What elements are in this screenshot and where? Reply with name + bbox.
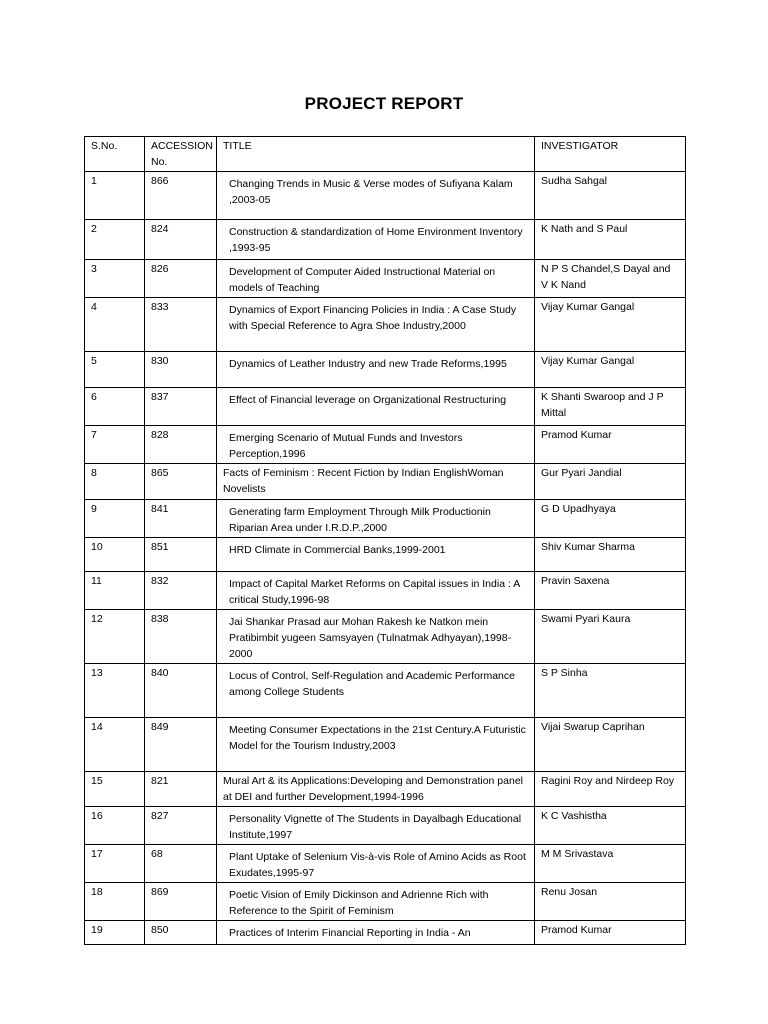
cell-sno: 19 (85, 921, 145, 945)
cell-title: Poetic Vision of Emily Dickinson and Adrienne Rich with Reference to the Spirit of Feminism (217, 883, 535, 921)
cell-accession: 830 (145, 352, 217, 388)
cell-sno: 3 (85, 260, 145, 298)
cell-investigator: M M Srivastava (535, 845, 686, 883)
cell-title: Generating farm Employment Through Milk Productionin Riparian Area under I.R.D.P.,2000 (217, 500, 535, 538)
cell-investigator: Pravin Saxena (535, 572, 686, 610)
cell-investigator: Pramod Kumar (535, 921, 686, 945)
cell-title: Emerging Scenario of Mutual Funds and Investors Perception,1996 (217, 426, 535, 464)
table-row (85, 664, 686, 718)
cell-sno: 10 (85, 538, 145, 572)
page-title: PROJECT REPORT (304, 94, 464, 113)
table-row (85, 921, 686, 945)
cell-investigator: Vijai Swarup Caprihan (535, 718, 686, 772)
cell-accession: 840 (145, 664, 217, 718)
header-title: TITLE (217, 137, 535, 172)
cell-accession: 832 (145, 572, 217, 610)
table-row (85, 172, 686, 220)
table-body (85, 172, 686, 945)
cell-accession: 833 (145, 298, 217, 352)
cell-sno: 9 (85, 500, 145, 538)
cell-investigator: K C Vashistha (535, 807, 686, 845)
table-row (85, 538, 686, 572)
table-row (85, 772, 686, 807)
cell-title: Jai Shankar Prasad aur Mohan Rakesh ke Natkon mein Pratibimbit yugeen Samsyayen (Tulnatmak Adhyayan),1998-2000 (217, 610, 535, 664)
table-row (85, 220, 686, 260)
cell-investigator: G D Upadhyaya (535, 500, 686, 538)
cell-accession: 849 (145, 718, 217, 772)
cell-accession: 869 (145, 883, 217, 921)
cell-accession: 826 (145, 260, 217, 298)
cell-accession: 824 (145, 220, 217, 260)
cell-investigator: S P Sinha (535, 664, 686, 718)
cell-investigator: Shiv Kumar Sharma (535, 538, 686, 572)
cell-accession: 841 (145, 500, 217, 538)
cell-investigator: Ragini Roy and Nirdeep Roy (535, 772, 686, 807)
table-row (85, 572, 686, 610)
cell-investigator: Renu Josan (535, 883, 686, 921)
table-row (85, 352, 686, 388)
cell-title: Locus of Control, Self-Regulation and Academic Performance among College Students (217, 664, 535, 718)
cell-title: Impact of Capital Market Reforms on Capital issues in India : A critical Study,1996-98 (217, 572, 535, 610)
cell-sno: 15 (85, 772, 145, 807)
cell-title: Personality Vignette of The Students in Dayalbagh Educational Institute,1997 (217, 807, 535, 845)
cell-sno: 12 (85, 610, 145, 664)
cell-sno: 11 (85, 572, 145, 610)
cell-title: Meeting Consumer Expectations in the 21st Century.A Futuristic Model for the Tourism Industry,2003 (217, 718, 535, 772)
cell-title: Construction & standardization of Home Environment Inventory ,1993-95 (217, 220, 535, 260)
header-investigator: INVESTIGATOR (535, 137, 686, 172)
cell-sno: 17 (85, 845, 145, 883)
cell-investigator: N P S Chandel,S Dayal and V K Nand (535, 260, 686, 298)
cell-investigator: Gur Pyari Jandial (535, 464, 686, 500)
cell-accession: 838 (145, 610, 217, 664)
cell-accession: 837 (145, 388, 217, 426)
cell-sno: 13 (85, 664, 145, 718)
table-row (85, 718, 686, 772)
cell-accession: 850 (145, 921, 217, 945)
cell-investigator: Swami Pyari Kaura (535, 610, 686, 664)
cell-sno: 18 (85, 883, 145, 921)
cell-sno: 14 (85, 718, 145, 772)
cell-accession: 866 (145, 172, 217, 220)
table-row (85, 298, 686, 352)
header-sno: S.No. (85, 137, 145, 172)
table-row (85, 883, 686, 921)
cell-sno: 5 (85, 352, 145, 388)
cell-title: HRD Climate in Commercial Banks,1999-2001 (217, 538, 535, 572)
cell-title: Development of Computer Aided Instructional Material on models of Teaching (217, 260, 535, 298)
cell-accession: 821 (145, 772, 217, 807)
table-row (85, 388, 686, 426)
cell-title: Dynamics of Export Financing Policies in India : A Case Study with Special Reference to Agra Shoe Industry,2000 (217, 298, 535, 352)
cell-accession: 865 (145, 464, 217, 500)
cell-investigator: Vijay Kumar Gangal (535, 352, 686, 388)
cell-investigator: K Nath and S Paul (535, 220, 686, 260)
cell-title: Dynamics of Leather Industry and new Trade Reforms,1995 (217, 352, 535, 388)
table-row (85, 426, 686, 464)
cell-title: Practices of Interim Financial Reporting in India - An (217, 921, 535, 945)
cell-title: Effect of Financial leverage on Organizational Restructuring (217, 388, 535, 426)
cell-sno: 8 (85, 464, 145, 500)
cell-investigator: Pramod Kumar (535, 426, 686, 464)
cell-sno: 2 (85, 220, 145, 260)
table-row (85, 500, 686, 538)
cell-title: Plant Uptake of Selenium Vis-à-vis Role of Amino Acids as Root Exudates,1995-97 (217, 845, 535, 883)
cell-sno: 4 (85, 298, 145, 352)
cell-accession: 827 (145, 807, 217, 845)
cell-sno: 6 (85, 388, 145, 426)
cell-investigator: Vijay Kumar Gangal (535, 298, 686, 352)
cell-accession: 851 (145, 538, 217, 572)
cell-title: Changing Trends in Music & Verse modes of Sufiyana Kalam ,2003-05 (217, 172, 535, 220)
cell-sno: 1 (85, 172, 145, 220)
cell-accession: 68 (145, 845, 217, 883)
table-row (85, 845, 686, 883)
cell-sno: 16 (85, 807, 145, 845)
table-row (85, 610, 686, 664)
header-accession: ACCESSION No. (145, 137, 217, 172)
cell-sno: 7 (85, 426, 145, 464)
cell-investigator: Sudha Sahgal (535, 172, 686, 220)
table-row (85, 807, 686, 845)
table-row (85, 260, 686, 298)
cell-title: Facts of Feminism : Recent Fiction by Indian EnglishWoman Novelists (217, 464, 535, 500)
cell-accession: 828 (145, 426, 217, 464)
cell-investigator: K Shanti Swaroop and J P Mittal (535, 388, 686, 426)
cell-title: Mural Art & its Applications:Developing and Demonstration panel at DEI and further Development,1994-1996 (217, 772, 535, 807)
table-header-row (85, 137, 686, 172)
table-row (85, 464, 686, 500)
project-report-table (84, 136, 686, 945)
